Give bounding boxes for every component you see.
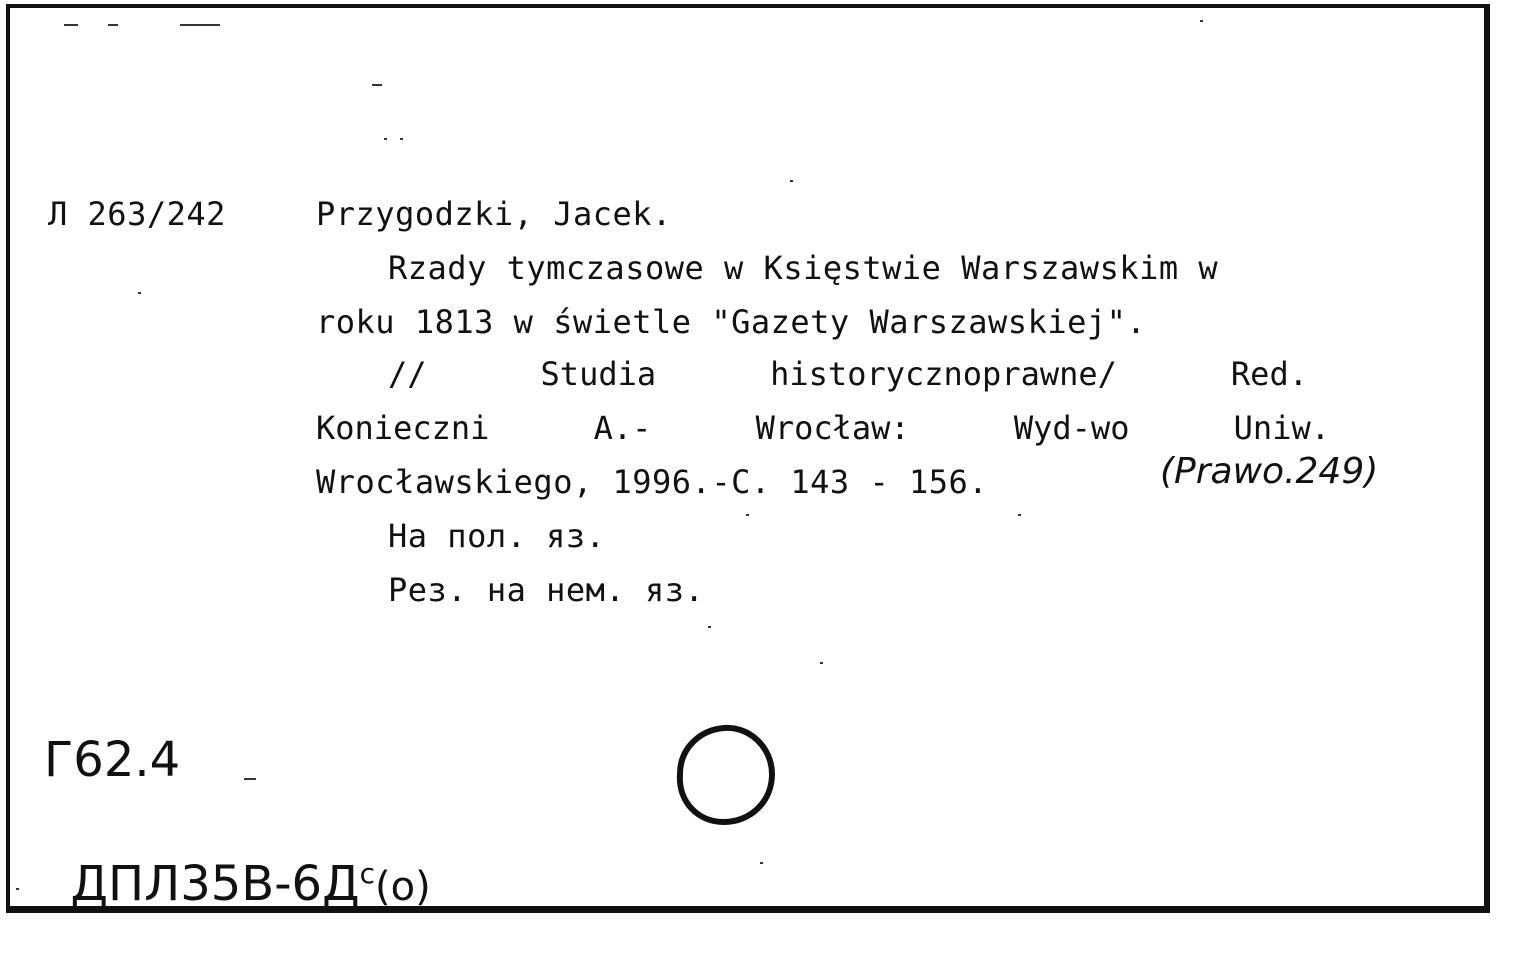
source-word: Wyd-wo — [1013, 409, 1130, 447]
scan-speck — [820, 662, 823, 664]
source-word: Red. — [1230, 355, 1308, 393]
language-note: На пол. яз. — [388, 517, 606, 555]
source-word: Wrocław: — [755, 409, 910, 447]
handwritten-shelf-note: (Prawo.249) — [1160, 451, 1379, 492]
scan-speck — [708, 626, 711, 628]
scan-speck — [372, 84, 382, 86]
source-word: A.- — [593, 409, 652, 447]
source-word: Uniw. — [1233, 409, 1330, 447]
title-line-1: Rzady tymczasowe w Księstwie Warszawskim w — [388, 249, 1219, 287]
scan-speck — [790, 180, 793, 182]
scan-speck — [1018, 514, 1021, 516]
scan-speck — [384, 138, 387, 140]
summary-note: Рез. на нем. яз. — [388, 571, 705, 609]
source-word: // — [388, 355, 427, 393]
circle-mark — [668, 722, 784, 830]
source-line-3: Wrocławskiego, 1996.-C. 143 - 156. — [316, 463, 989, 501]
scan-speck — [760, 862, 763, 864]
scan-speck — [16, 888, 19, 890]
scan-speck — [400, 138, 403, 140]
scan-speck — [138, 292, 141, 294]
scan-speck — [746, 514, 749, 516]
author: Przygodzki, Jacek. — [316, 195, 672, 233]
scan-speck — [244, 778, 256, 780]
scan-speck — [180, 24, 220, 26]
index-code — [40, 812, 431, 912]
classification-code: Г62.4 — [44, 732, 181, 788]
source-word: Studia — [540, 355, 657, 393]
scan-speck — [1200, 20, 1203, 22]
index-code-suffix: (о) — [374, 864, 431, 910]
title-line-2: roku 1813 w świetle "Gazety Warszawskiej". — [316, 303, 1147, 341]
source-word: Konieczni — [316, 409, 490, 447]
scan-speck — [64, 24, 78, 26]
index-code-main: ДПЛ35В-6Д — [70, 856, 360, 912]
index-code-superscript: с — [359, 857, 375, 890]
source-line-2 — [316, 409, 1330, 447]
scan-speck — [108, 24, 118, 26]
source-word: historycznoprawne/ — [770, 355, 1117, 393]
call-number: Л 263/242 — [48, 195, 226, 233]
source-line-1 — [388, 355, 1308, 393]
